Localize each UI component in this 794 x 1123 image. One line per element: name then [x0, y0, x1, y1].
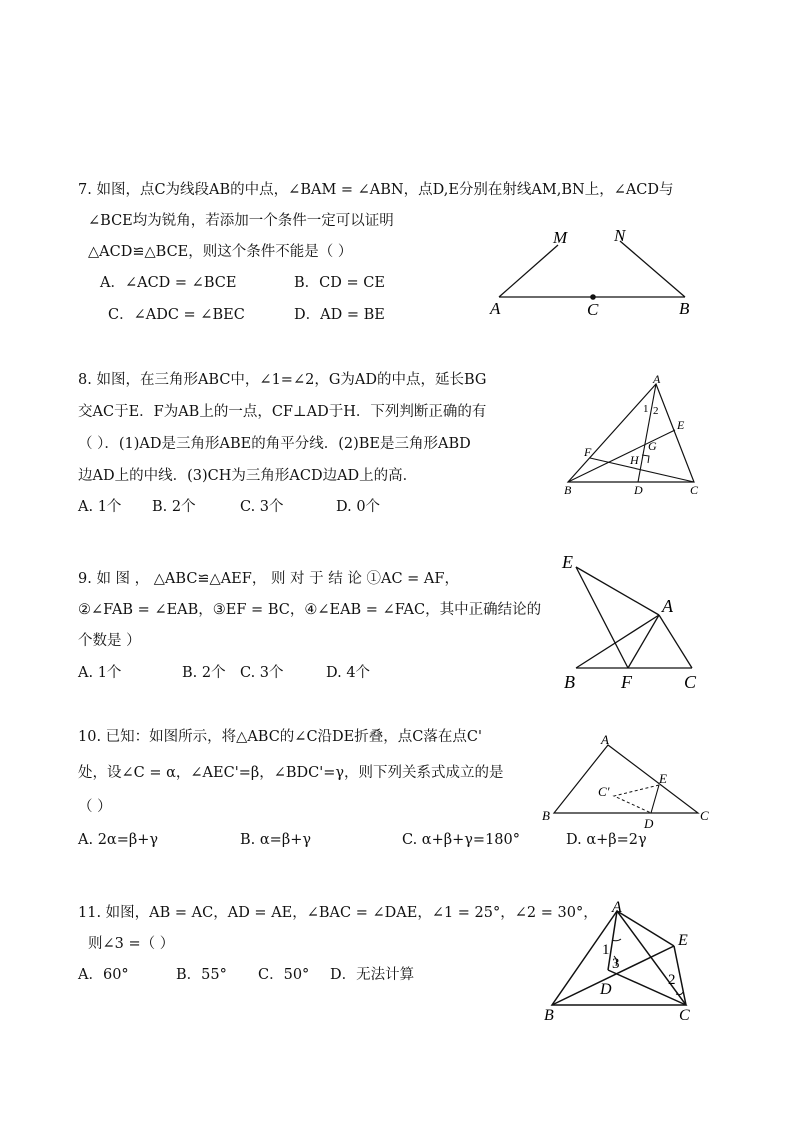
q10-label-b: B [542, 808, 550, 823]
q7-figure [485, 225, 705, 325]
q10-line2: 处，设∠C = α，∠AEC'=β，∠BDC'=γ，则下列关系式成立的是 [78, 765, 504, 781]
q10-option-d: D. α+β=2γ [566, 832, 647, 848]
q8-line1: 8. 如图，在三角形ABC中，∠1=∠2，G为AD的中点，延长BG [78, 372, 487, 388]
q11-label-3: 3 [612, 956, 620, 972]
q8-line3: （ ）．(1)AD是三角形ABE的角平分线．(2)BE是三角形ABD [78, 436, 471, 452]
q8-option-c: C. 3个 [240, 499, 284, 515]
q10-line1: 10. 已知：如图所示，将△ABC的∠C沿DE折叠，点C落在点C' [78, 729, 482, 745]
q7-label-c: C [587, 300, 599, 319]
q8-option-a: A. 1个 [78, 499, 122, 515]
q7-option-c: C．∠ADC = ∠BEC [108, 307, 245, 323]
q9-option-d: D. 4个 [326, 665, 371, 681]
q11-figure [540, 898, 710, 1028]
q11-label-d: D [600, 981, 612, 998]
q8-option-d: D. 0个 [336, 499, 381, 515]
q8-option-b: B. 2个 [152, 499, 196, 515]
q7-label-a: A [490, 299, 501, 318]
q8-figure [560, 372, 710, 500]
q8-label-2: 2 [653, 405, 659, 417]
q10-option-b: B. α=β+γ [240, 832, 312, 848]
q9-figure [556, 550, 716, 695]
q8-label-f: F [584, 445, 592, 459]
q10-label-e: E [659, 771, 667, 786]
q9-label-e: E [562, 552, 573, 572]
q9-line2: ②∠FAB = ∠EAB，③EF = BC，④∠EAB = ∠FAC，其中正确结论的 [78, 602, 542, 618]
q10-label-c-prime: C' [598, 784, 610, 799]
q10-label-c: C [700, 808, 709, 823]
q7-label-b: B [679, 299, 690, 318]
q10-figure [538, 730, 718, 830]
q8-label-e: E [677, 418, 685, 432]
q7-line2: ∠BCE均为锐角，若添加一个条件一定可以证明 [88, 213, 394, 229]
q8-label-h: H [630, 453, 639, 467]
q11-line1: 11. 如图，AB = AC，AD = AE，∠BAC = ∠DAE，∠1 = 25°，∠2 = 30°， [78, 905, 598, 921]
q10-label-a: A [601, 732, 609, 747]
q11-label-1: 1 [602, 942, 610, 958]
q9-option-b: B. 2个 [182, 665, 226, 681]
q9-option-a: A. 1个 [78, 665, 122, 681]
q8-label-a: A [653, 372, 661, 386]
q8-label-g: G [648, 439, 657, 453]
q7-option-d: D．AD = BE [294, 307, 385, 323]
q10-option-a: A. 2α=β+γ [78, 832, 159, 848]
q8-line2: 交AC于E．F为AB上的一点，CF⊥AD于H．下列判断正确的有 [78, 404, 487, 420]
q8-label-1: 1 [643, 403, 649, 415]
q7-line3: △ACD≌△BCE，则这个条件不能是（ ） [88, 244, 353, 260]
q11-line2: 则∠3 =（ ） [88, 936, 175, 952]
q11-option-a: A．60° [78, 967, 129, 983]
q7-option-b: B．CD = CE [294, 275, 385, 291]
q9-label-a: A [662, 596, 673, 616]
q10-option-c: C. α+β+γ=180° [402, 832, 521, 848]
q11-option-c: C．50° [258, 967, 310, 983]
q9-line1: 9. 如 图 ， △ABC≌△AEF， 则 对 于 结 论 ①AC = AF， [78, 571, 459, 587]
q8-line4: 边AD上的中线．(3)CH为三角形ACD边AD上的高． [78, 468, 418, 484]
q11-label-b: B [544, 1007, 554, 1024]
q7-label-m: M [553, 228, 568, 247]
q11-option-d: D．无法计算 [330, 967, 415, 983]
q11-label-e: E [678, 932, 688, 949]
q11-label-a: A [612, 899, 622, 916]
q8-label-c: C [690, 483, 699, 497]
q8-label-d: D [634, 483, 643, 497]
q7-label-n: N [614, 226, 626, 245]
q11-option-b: B．55° [176, 967, 227, 983]
q7-option-a: A．∠ACD = ∠BCE [100, 275, 237, 291]
q9-option-c: C. 3个 [240, 665, 284, 681]
q9-line3: 个数是 ） [78, 633, 141, 649]
q10-label-d: D [644, 816, 654, 831]
q8-label-b: B [564, 483, 572, 497]
q10-line3: （ ） [78, 799, 112, 815]
q9-label-f: F [621, 672, 632, 692]
q7-line1: 7. 如图，点C为线段AB的中点，∠BAM = ∠ABN，点D,E分别在射线AM,BN上，∠ACD与 [78, 182, 674, 198]
q11-label-c: C [679, 1007, 690, 1024]
q11-label-2: 2 [668, 972, 676, 988]
q9-label-c: C [684, 672, 697, 692]
q9-label-b: B [564, 672, 575, 692]
